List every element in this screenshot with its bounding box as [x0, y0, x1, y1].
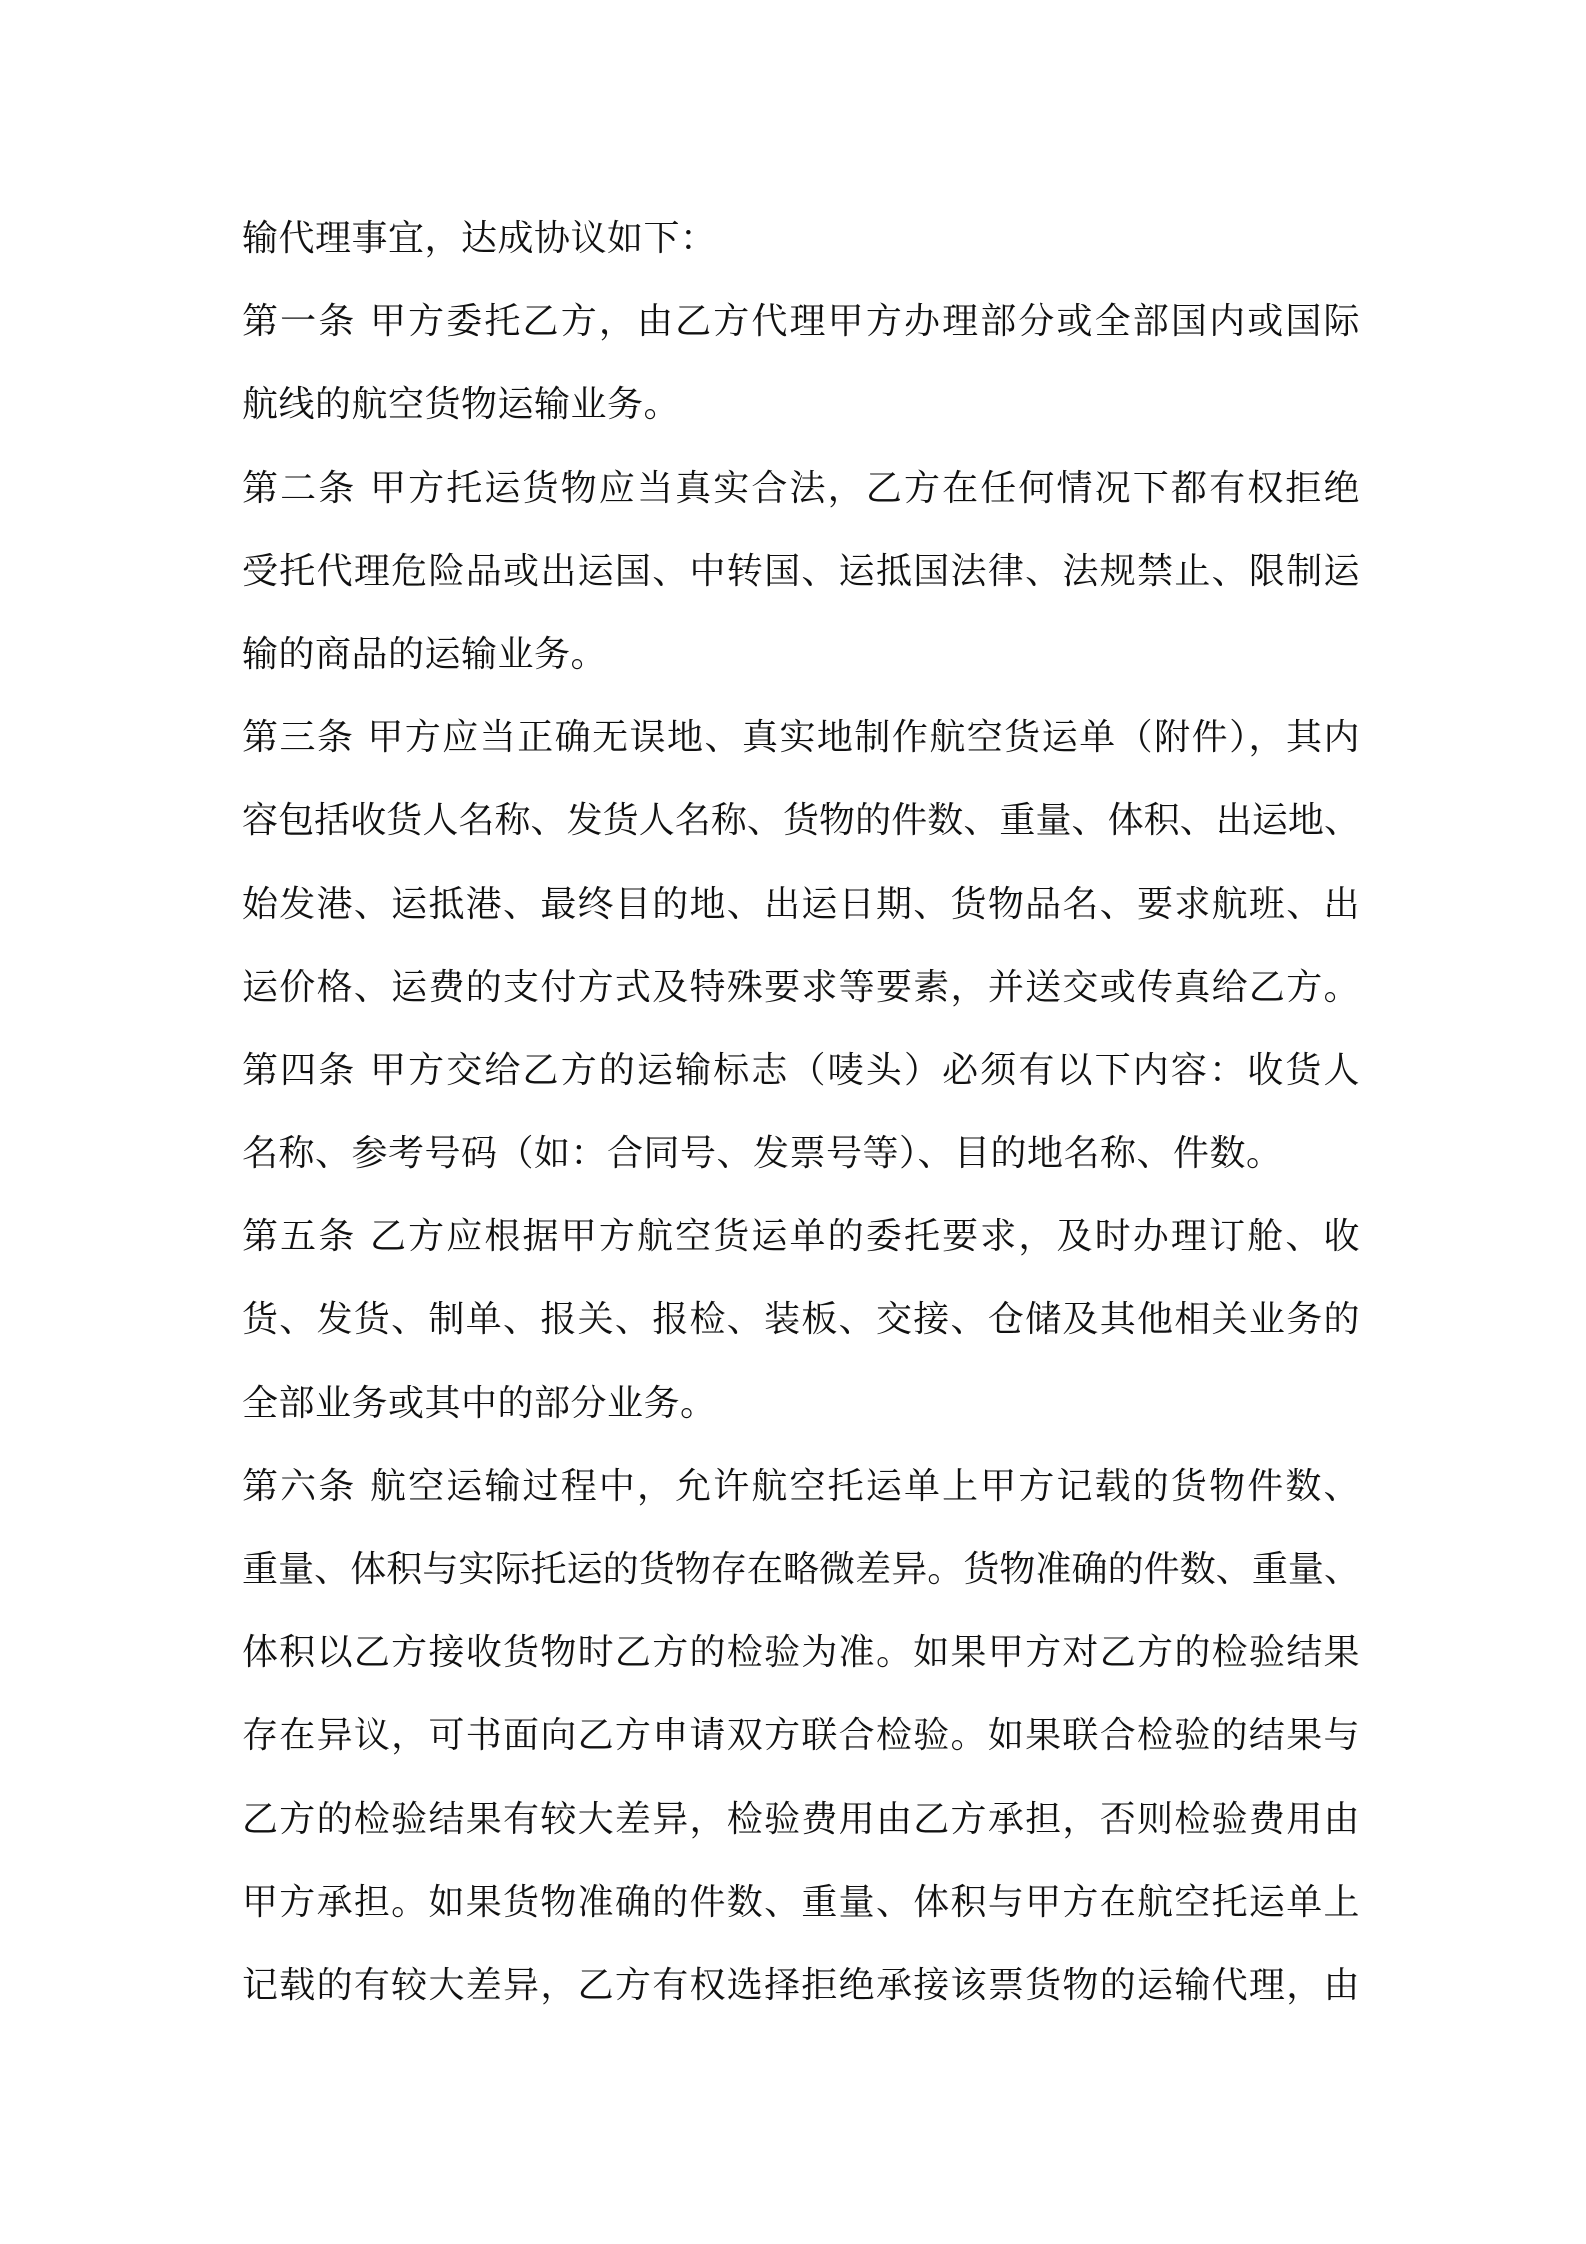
text-line: 体积以乙方接收货物时乙方的检验为准。如果甲方对乙方的检验结果 [242, 1632, 1360, 1674]
text-line: 航线的航空货物运输业务。 [242, 384, 681, 426]
text-line: 第四条 甲方交给乙方的运输标志（唛头）必须有以下内容：收货人 [242, 1049, 1360, 1091]
text-line: 第六条 航空运输过程中，允许航空托运单上甲方记载的货物件数、 [242, 1465, 1360, 1507]
text-line: 乙方的检验结果有较大差异，检验费用由乙方承担，否则检验费用由 [242, 1798, 1360, 1840]
text-line: 第五条 乙方应根据甲方航空货运单的委托要求，及时办理订舱、收 [242, 1216, 1360, 1258]
text-line: 受托代理危险品或出运国、中转国、运抵国法律、法规禁止、限制运 [242, 550, 1360, 592]
text-line: 甲方承担。如果货物准确的件数、重量、体积与甲方在航空托运单上 [242, 1881, 1360, 1923]
text-line: 第二条 甲方托运货物应当真实合法，乙方在任何情况下都有权拒绝 [242, 467, 1360, 509]
text-line: 存在异议，可书面向乙方申请双方联合检验。如果联合检验的结果与 [242, 1715, 1360, 1757]
text-line: 记载的有较大差异，乙方有权选择拒绝承接该票货物的运输代理，由 [242, 1964, 1360, 2006]
text-line: 第一条 甲方委托乙方，由乙方代理甲方办理部分或全部国内或国际 [242, 301, 1360, 343]
text-line: 始发港、运抵港、最终目的地、出运日期、货物品名、要求航班、出 [242, 883, 1360, 925]
text-line: 名称、参考号码（如：合同号、发票号等）、目的地名称、件数。 [242, 1133, 1283, 1175]
text-line: 第三条 甲方应当正确无误地、真实地制作航空货运单（附件），其内 [242, 717, 1360, 759]
text-line: 输的商品的运输业务。 [242, 633, 608, 675]
text-line: 容包括收货人名称、发货人名称、货物的件数、重量、体积、出运地、 [242, 800, 1360, 842]
text-line: 运价格、运费的支付方式及特殊要求等要素，并送交或传真给乙方。 [242, 966, 1360, 1008]
document-body [242, 197, 1360, 2027]
text-line: 全部业务或其中的部分业务。 [242, 1382, 717, 1424]
text-line: 重量、体积与实际托运的货物存在略微差异。货物准确的件数、重量、 [242, 1549, 1360, 1590]
text-line: 输代理事宜，达成协议如下： [242, 218, 717, 259]
text-line: 货、发货、制单、报关、报检、装板、交接、仓储及其他相关业务的 [242, 1299, 1360, 1341]
